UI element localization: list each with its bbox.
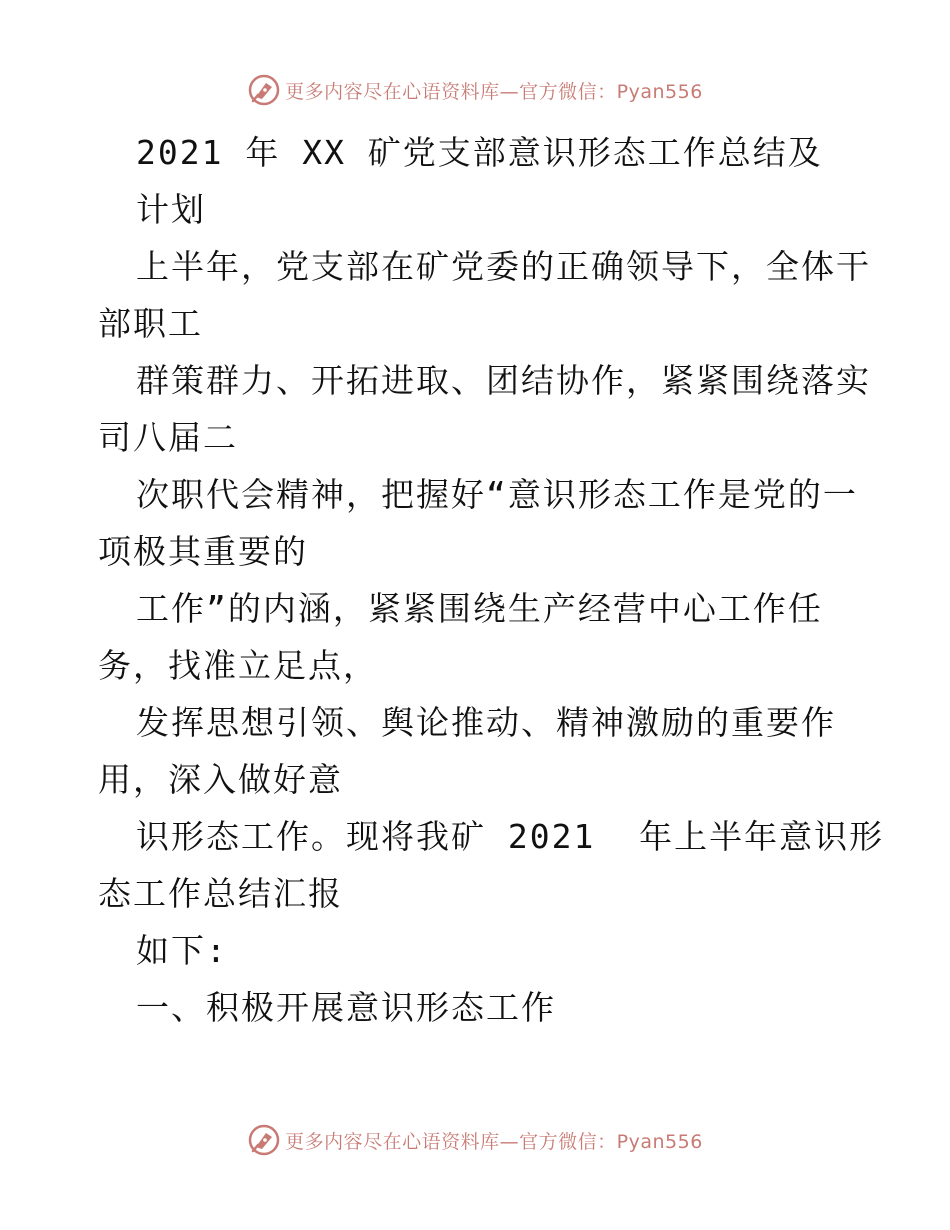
paragraph-line: 司八届二: [98, 418, 238, 457]
watermark-text: 更多内容尽在心语资料库—官方微信：Pyan556: [285, 1130, 703, 1153]
paragraph-line: 群策群力、开拓进取、团结协作，紧紧围绕落实: [136, 361, 871, 400]
paragraph-line: 态工作总结汇报: [98, 874, 343, 913]
paragraph-line: 上半年，党支部在矿党委的正确领导下，全体干: [136, 247, 871, 286]
paragraph-line: 务，找准立足点，: [98, 646, 378, 685]
watermark-banner-bottom: [0, 1120, 950, 1160]
pen-nib-icon: [247, 73, 281, 107]
paragraph-line: 发挥思想引领、舆论推动、精神激励的重要作: [136, 703, 836, 742]
document-title-line: 计划: [136, 190, 206, 229]
watermark-text: 更多内容尽在心语资料库—官方微信：Pyan556: [285, 80, 703, 103]
paragraph-line: 如下:: [136, 931, 228, 970]
document-body: [98, 124, 885, 1036]
section-heading: 一、积极开展意识形态工作: [136, 988, 556, 1027]
paragraph-line: 项极其重要的: [98, 532, 308, 571]
paragraph-line: 用，深入做好意: [98, 760, 343, 799]
paragraph-line: 工作”的内涵，紧紧围绕生产经营中心工作任: [136, 589, 823, 628]
watermark-banner-top: [0, 70, 950, 110]
paragraph-line: 次职代会精神，把握好“意识形态工作是党的一: [136, 475, 858, 514]
document-title-line: 2021 年 XX 矿党支部意识形态工作总结及: [136, 133, 823, 172]
paragraph-line: 识形态工作。现将我矿 2021 年上半年意识形: [136, 817, 885, 856]
pen-nib-icon: [247, 1123, 281, 1157]
paragraph-line: 部职工: [98, 304, 203, 343]
